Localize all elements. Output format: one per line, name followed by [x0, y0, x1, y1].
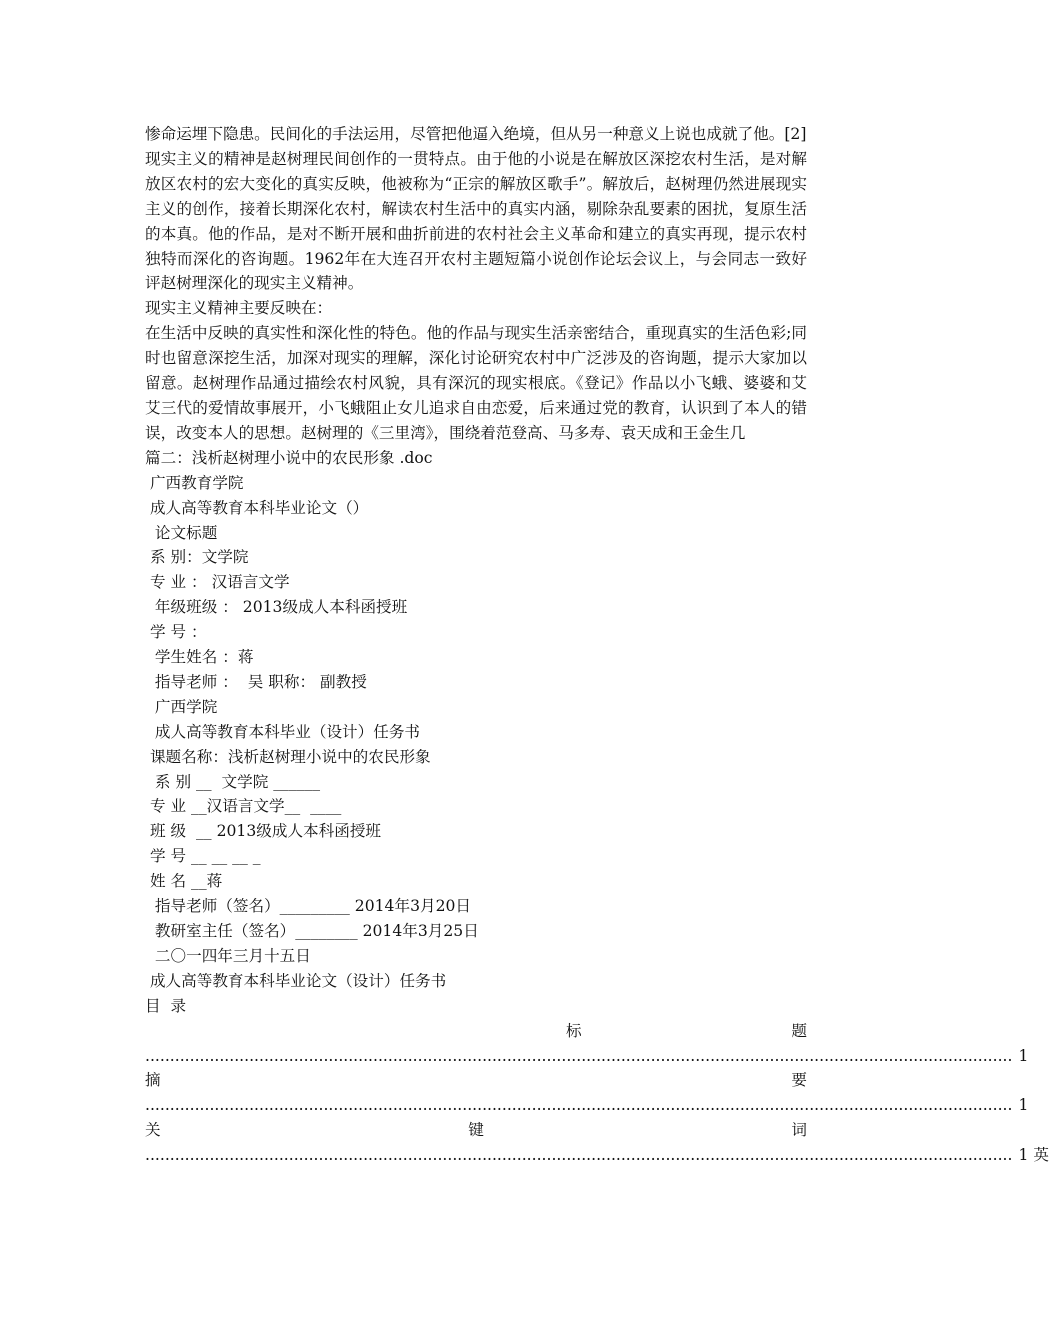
paragraph-3: 现实主义精神主要反映在：: [145, 299, 333, 318]
date-line: 二〇一四年三月十五日: [145, 946, 311, 965]
task-class-line: 班 级 __ 2013级成人本科函授班: [145, 822, 382, 841]
toc-leader-dots: ...............................................................................................................................................................................: [145, 1146, 1013, 1165]
task-student-id-line: 学 号 __ __ __ _: [145, 847, 261, 866]
advisor-line: 指导老师 ： 吴 职称： 副教授: [145, 672, 367, 691]
toc-leader-row-1: [145, 1044, 1029, 1069]
task-major-line: 专 业 __汉语言文学__ ____: [145, 797, 342, 816]
toc-title-right: 题: [791, 1021, 807, 1040]
toc-leader-dots: ...............................................................................................................................................................................: [145, 1046, 1013, 1065]
article-heading: 篇二：浅析赵树理小说中的农民形象 .doc: [145, 448, 433, 467]
toc-leader-row-2: [145, 1093, 1029, 1118]
advisor-signature-line: 指导老师（签名）_________ 2014年3月20日: [145, 897, 472, 916]
topic-line: 课题名称：浅析赵树理小说中的农民形象: [145, 747, 431, 766]
toc-heading: 目 录: [145, 996, 187, 1015]
toc-keywords-c: 词: [791, 1121, 807, 1140]
task-book-title: 成人高等教育本科毕业（设计）任务书: [145, 722, 421, 741]
department-line: 系 别：文学院: [145, 548, 249, 567]
toc-entry-title: [145, 1019, 807, 1044]
document-page: [145, 122, 1049, 1168]
toc-page-number: 1: [1018, 1046, 1029, 1065]
student-id-line: 学 号 ：: [145, 623, 207, 642]
director-signature-line: 教研室主任（签名）________ 2014年3月25日: [145, 922, 479, 940]
toc-entry-keywords: [145, 1118, 807, 1143]
toc-entry-abstract: [145, 1068, 807, 1093]
college-name: 广西学院: [145, 697, 218, 716]
toc-keywords-a: 关: [145, 1121, 161, 1140]
thesis-title-label: 论文标题: [145, 523, 218, 542]
toc-leader-dots: ...............................................................................................................................................................................: [145, 1096, 1013, 1115]
major-line: 专 业 ： 汉语言文学: [145, 573, 290, 592]
class-line: 年级班级 ： 2013级成人本科函授班: [145, 598, 408, 617]
toc-abstract-left: 摘: [145, 1071, 161, 1090]
toc-abstract-right: 要: [791, 1071, 807, 1090]
toc-page-number: 1 英: [1018, 1146, 1049, 1165]
paragraph-1: 惨命运埋下隐患。民间化的手法运用，尽管把他逼入绝境，但从另一种意义上说也成就了他。[2]: [145, 125, 807, 143]
task-name-line: 姓 名 __蒋: [145, 872, 223, 891]
toc-title-left: 标: [566, 1021, 582, 1040]
task-department-line: 系 别 __ 文学院 ______: [145, 772, 321, 791]
student-name-line: 学生姓名 ：蒋: [145, 648, 254, 667]
paragraph-4: 在生活中反映的真实性和深化性的特色。他的作品与现实生活亲密结合，重现真实的生活色彩;同时也留意深挖生活，加深对现实的理解，深化讨论研究农村中广泛涉及的咨询题，提示大家加以留意。赵树理作品通过描绘农村风貌，具有深沉的现实根底。《登记》作品以小飞蛾、婆婆和艾艾三代的爱情故事展开，小飞蛾阻止女儿追求自由恋爱，后来通过党的教育，认识到了本人的错误，改变本人的思想。赵树理的《三里湾》，围绕着范登高、马多寿、袁天成和王金生几: [145, 324, 807, 442]
toc-page-number: 1: [1018, 1096, 1029, 1115]
toc-leader-row-3: [145, 1143, 1049, 1168]
paragraph-2: 现实主义的精神是赵树理民间创作的一贯特点。由于他的小说是在解放区深挖农村生活，是对解放区农村的宏大变化的真实反映，他被称为“正宗的解放区歌手”。解放后，赵树理仍然进展现实主义的创作，接着长期深化农村，解读农村生活中的真实内涵，剔除杂乱要素的困扰，复原生活的本真。他的作品，是对不断开展和曲折前进的农村社会主义革命和建立的真实再现，提示农村独特而深化的咨询题。1962年在大连召开农村主题短篇小说创作论坛会议上，与会同志一致好评赵树理深化的现实主义精神。: [145, 149, 807, 293]
thesis-type: 成人高等教育本科毕业论文（）: [145, 498, 369, 517]
task-book-title-2: 成人高等教育本科毕业论文（设计）任务书: [145, 971, 447, 990]
school-name: 广西教育学院: [145, 473, 244, 492]
toc-keywords-b: 键: [468, 1121, 484, 1140]
